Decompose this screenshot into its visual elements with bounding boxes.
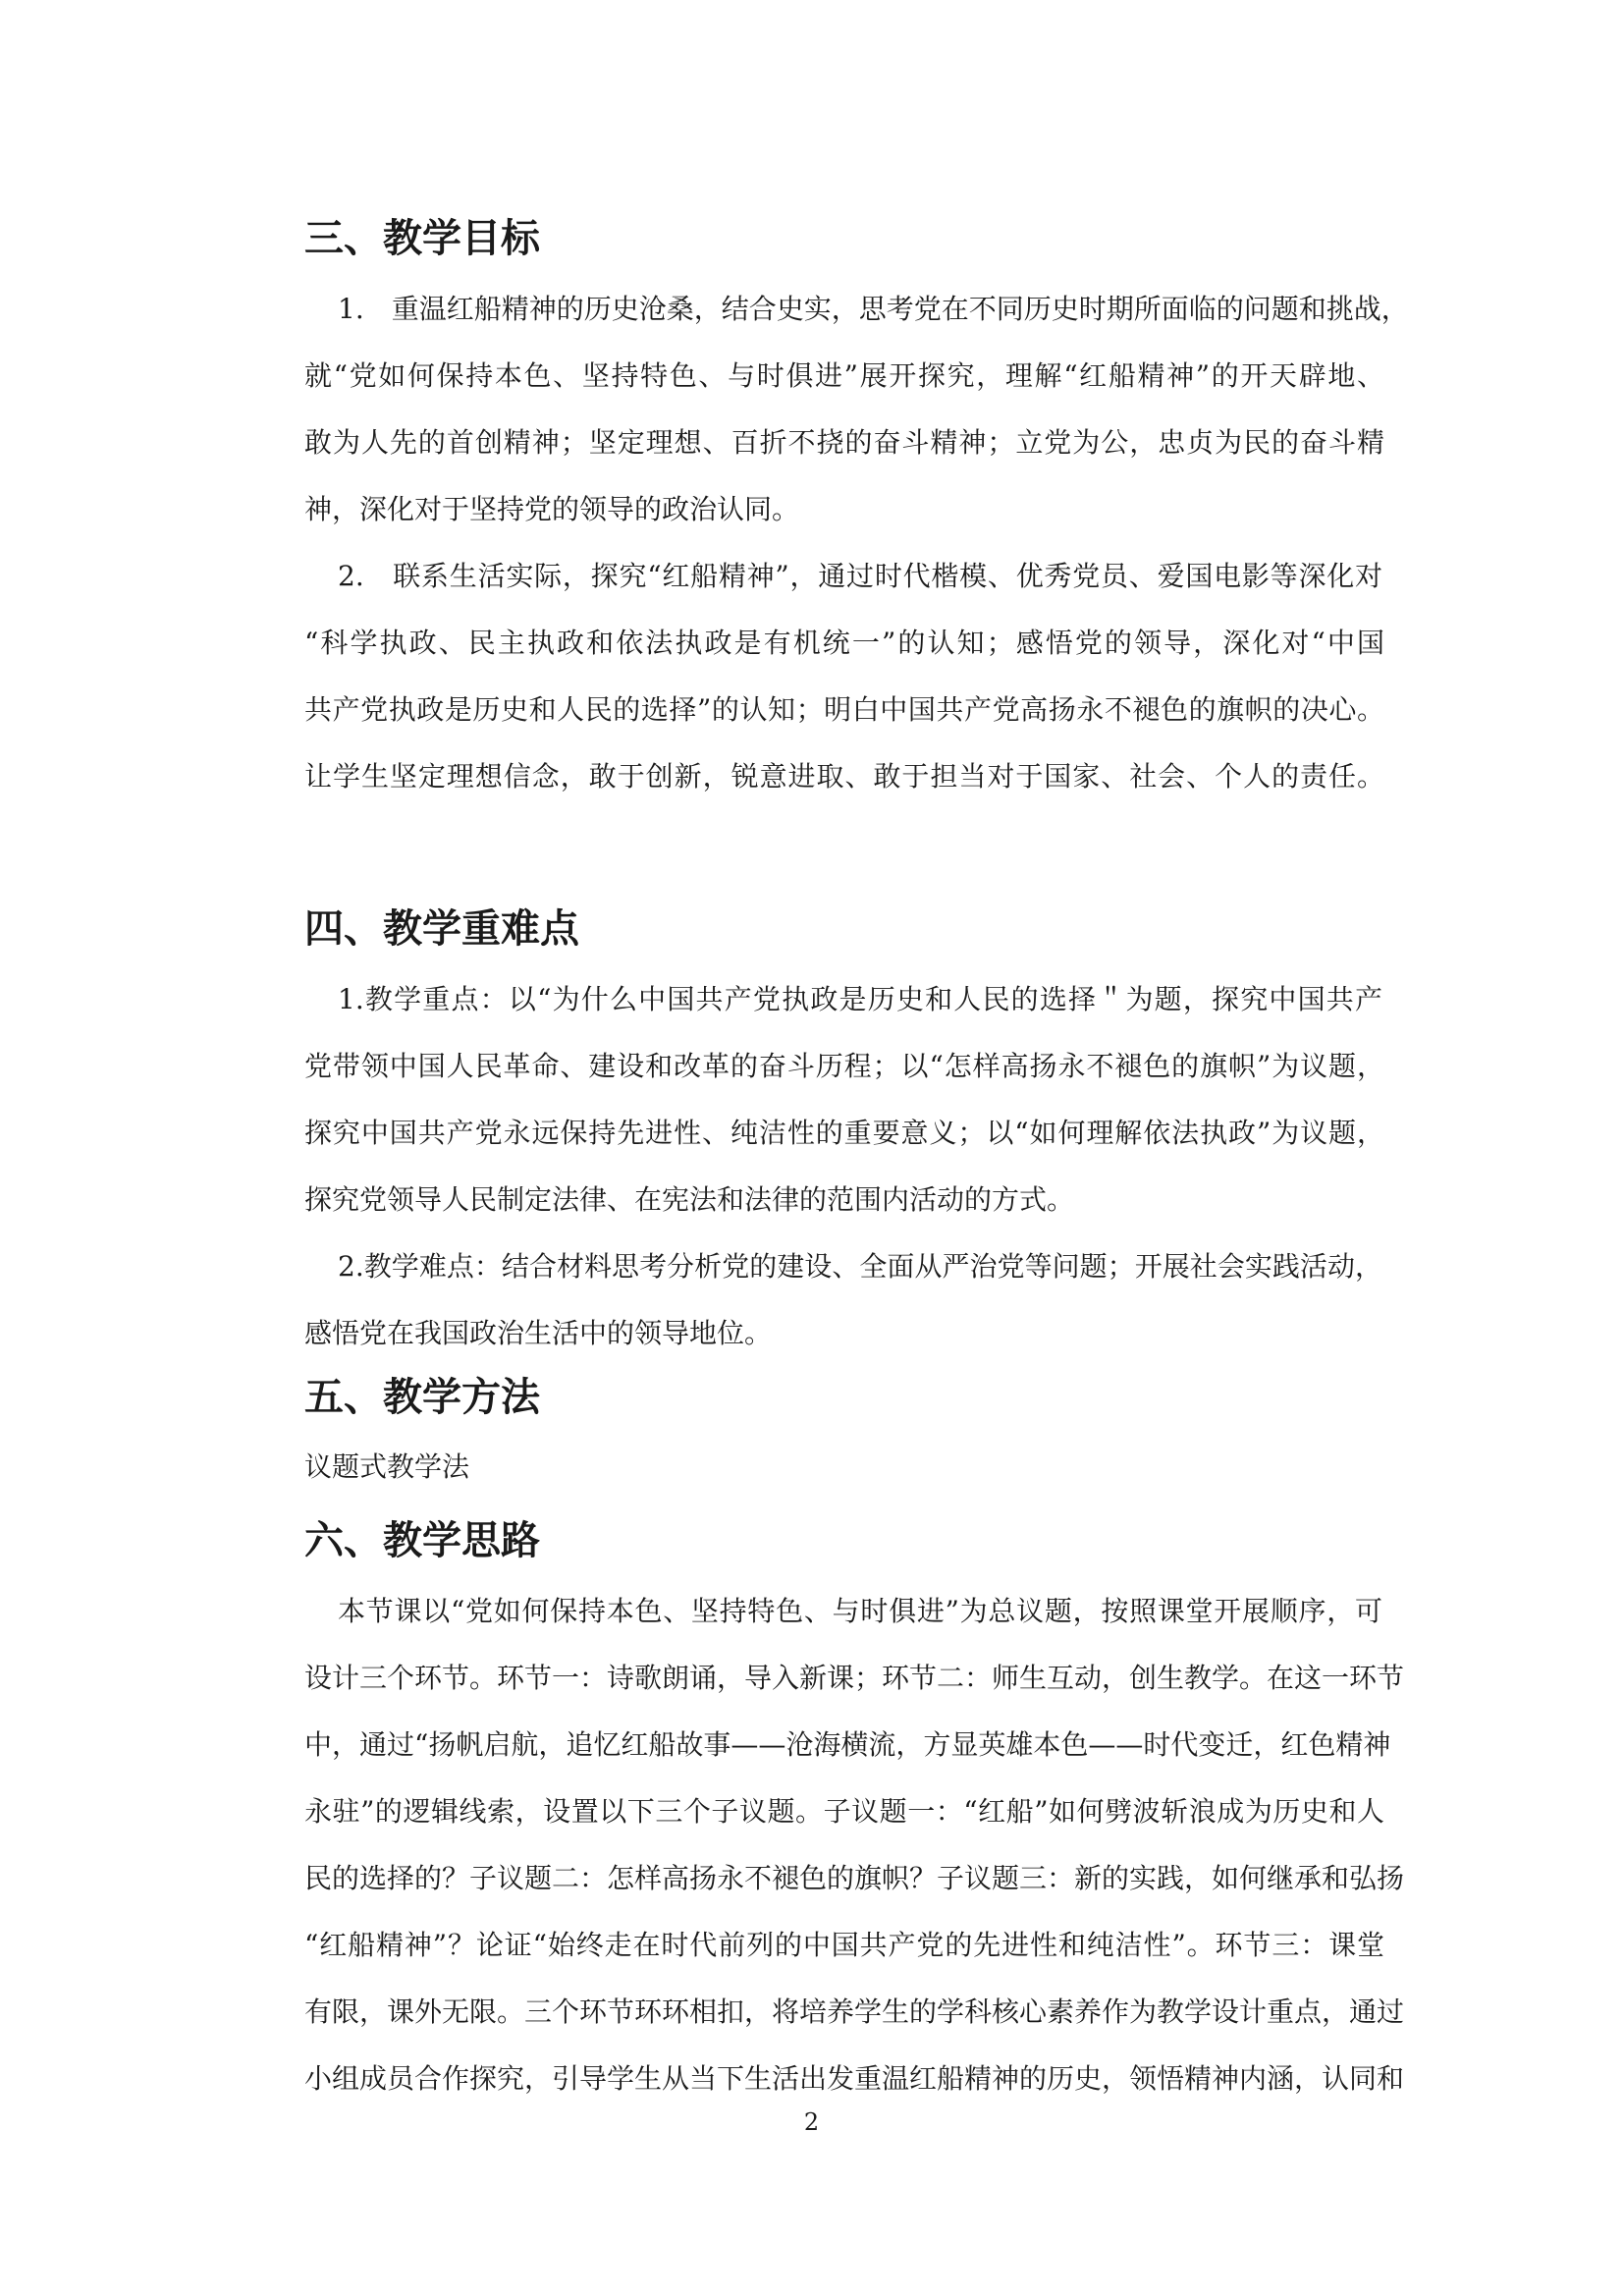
paragraph-line: 探究党领导人民制定法律、在宪法和法律的范围内活动的方式。 xyxy=(304,1183,1075,1216)
paragraph-line: 感悟党在我国政治生活中的领导地位。 xyxy=(304,1317,773,1349)
paragraph-line: 议题式教学法 xyxy=(304,1450,470,1483)
section-heading-key-difficulties: 四、教学重难点 xyxy=(304,905,579,952)
paragraph-line: 本节课以“党如何保持本色、坚持特色、与时俱进”为总议题，按照课堂开展顺序，可 xyxy=(338,1595,1382,1627)
paragraph-line: 探究中国共产党永远保持先进性、纯洁性的重要意义；以“如何理解依法执政”为议题， xyxy=(304,1117,1384,1149)
paragraph-line: 2.教学难点：结合材料思考分析党的建设、全面从严治党等问题；开展社会实践活动， xyxy=(338,1250,1382,1283)
paragraph-line: 党带领中国人民革命、建设和改革的奋斗历程；以“怎样高扬永不褪色的旗帜”为议题， xyxy=(304,1050,1384,1082)
paragraph-line: 就“党如何保持本色、坚持特色、与时俱进”展开探究，理解“红船精神”的开天辟地、 xyxy=(304,359,1384,392)
paragraph-line: 中，通过“扬帆启航，追忆红船故事——沧海横流，方显英雄本色——时代变迁，红色精神 xyxy=(304,1728,1391,1761)
paragraph-line: 神，深化对于坚持党的领导的政治认同。 xyxy=(304,493,800,525)
section-heading-teaching-method: 五、教学方法 xyxy=(304,1374,540,1420)
paragraph-line: 让学生坚定理想信念，敢于创新，锐意进取、敢于担当对于国家、社会、个人的责任。 xyxy=(304,760,1384,793)
paragraph-line: 小组成员合作探究，引导学生从当下生活出发重温红船精神的历史，领悟精神内涵，认同和 xyxy=(304,2062,1405,2095)
paragraph-line: 2. 联系生活实际，探究“红船精神”，通过时代楷模、优秀党员、爱国电影等深化对 xyxy=(338,560,1382,592)
paragraph-line: 敢为人先的首创精神；坚定理想、百折不挠的奋斗精神；立党为公，忠贞为民的奋斗精 xyxy=(304,426,1384,459)
paragraph-line: “科学执政、民主执政和依法执政是有机统一”的认知；感悟党的领导，深化对“中国 xyxy=(304,627,1384,659)
page-number: 2 xyxy=(803,2108,820,2136)
paragraph-line: “红船精神”？论证“始终走在时代前列的中国共产党的先进性和纯洁性”。环节三：课堂 xyxy=(304,1929,1384,1961)
paragraph-line: 永驻”的逻辑线索，设置以下三个子议题。子议题一：“红船”如何劈波斩浪成为历史和人 xyxy=(304,1795,1384,1828)
section-heading-teaching-objectives: 三、教学目标 xyxy=(304,215,540,261)
paragraph-line: 1.教学重点：以“为什么中国共产党执政是历史和人民的选择＂为题，探究中国共产 xyxy=(338,983,1382,1015)
paragraph-line: 民的选择的？子议题二：怎样高扬永不褪色的旗帜？子议题三：新的实践，如何继承和弘扬 xyxy=(304,1862,1405,1894)
section-heading-teaching-approach: 六、教学思路 xyxy=(304,1517,540,1563)
paragraph-line: 有限，课外无限。三个环节环环相扣，将培养学生的学科核心素养作为教学设计重点，通过 xyxy=(304,1995,1405,2028)
paragraph-line: 设计三个环节。环节一：诗歌朗诵，导入新课；环节二：师生互动，创生教学。在这一环节 xyxy=(304,1662,1405,1694)
paragraph-line: 共产党执政是历史和人民的选择”的认知；明白中国共产党高扬永不褪色的旗帜的决心。 xyxy=(304,693,1384,726)
paragraph-line: 1. 重温红船精神的历史沧桑，结合史实，思考党在不同历史时期所面临的问题和挑战， xyxy=(338,293,1409,325)
